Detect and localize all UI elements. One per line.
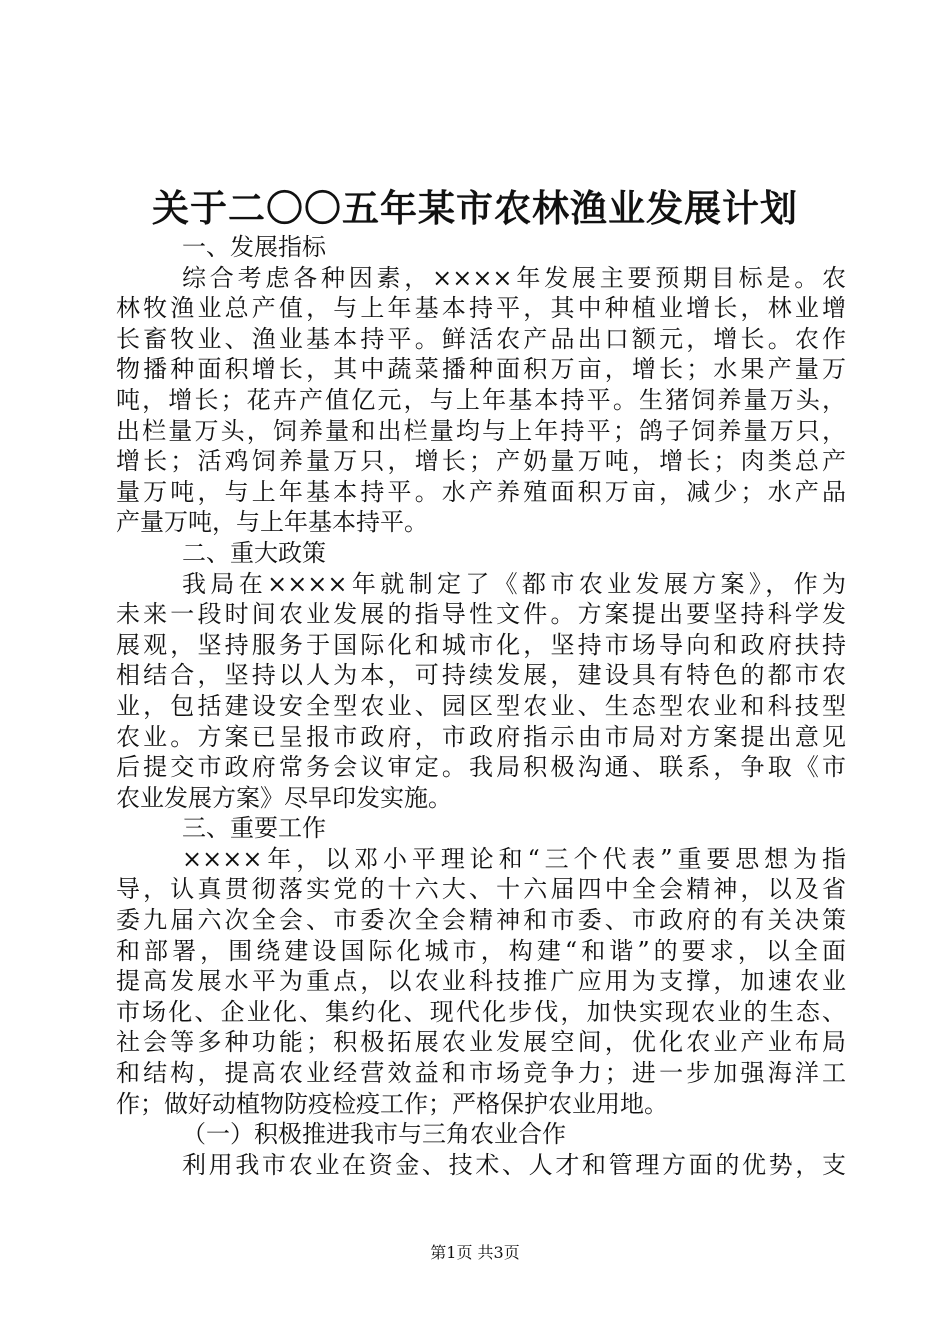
text-line: 委九届六次全会、市委次全会精神和市委、市政府的有关决策 [116,906,846,935]
text-line: 后提交市政府常务会议审定。我局积极沟通、联系，争取《市 [116,753,846,782]
text-line: 农业。方案已呈报市政府，市政府指示由市局对方案提出意见 [116,722,846,751]
text-line: 和结构，提高农业经营效益和市场竞争力；进一步加强海洋工 [116,1059,846,1088]
text-line: 相结合，坚持以人为本，可持续发展，建设具有特色的都市农 [116,661,846,690]
page-number-footer: 第1页 共3页 [430,1243,520,1262]
text-line: 量万吨，与上年基本持平。水产养殖面积万亩，减少；水产品 [116,477,846,506]
text-line: 吨，增长；花卉产值亿元，与上年基本持平。生猪饲养量万头， [116,385,846,414]
text-line: （一）积极推进我市与三角农业合作 [182,1120,566,1149]
text-line: ××××年，以邓小平理论和“三个代表”重要思想为指 [182,844,846,873]
text-line: 三、重要工作 [182,814,326,843]
text-line: 出栏量万头，饲养量和出栏量均与上年持平；鸽子饲养量万只， [116,416,846,445]
text-line: 产量万吨，与上年基本持平。 [116,508,428,537]
text-line: 二、重大政策 [182,538,326,567]
text-line: 和部署，围绕建设国际化城市，构建“和谐”的要求，以全面 [116,936,846,965]
text-line: 增长；活鸡饲养量万只，增长；产奶量万吨，增长；肉类总产 [116,447,846,476]
text-line: 作；做好动植物防疫检疫工作；严格保护农业用地。 [116,1089,668,1118]
text-line: 利用我市农业在资金、技术、人才和管理方面的优势，支 [182,1150,846,1179]
text-line: 社会等多种功能；积极拓展农业发展空间，优化农业产业布局 [116,1028,846,1057]
text-line: 长畜牧业、渔业基本持平。鲜活农产品出口额元，增长。农作 [116,324,846,353]
document-title: 关于二〇〇五年某市农林渔业发展计划 [152,186,798,230]
text-line: 展观，坚持服务于国际化和城市化，坚持市场导向和政府扶持 [116,630,846,659]
text-line: 物播种面积增长，其中蔬菜播种面积万亩，增长；水果产量万 [116,355,846,384]
text-line: 未来一段时间农业发展的指导性文件。方案提出要坚持科学发 [116,600,846,629]
text-line: 林牧渔业总产值，与上年基本持平，其中种植业增长，林业增 [116,294,846,323]
text-line: 市场化、企业化、集约化、现代化步伐，加快实现农业的生态、 [116,997,846,1026]
text-line: 导，认真贯彻落实党的十六大、十六届四中全会精神，以及省 [116,875,846,904]
text-line: 我局在××××年就制定了《都市农业发展方案》，作为 [182,569,846,598]
text-line: 提高发展水平为重点，以农业科技推广应用为支撑，加速农业 [116,967,846,996]
text-line: 综合考虑各种因素，××××年发展主要预期目标是。农 [182,263,846,292]
text-line: 农业发展方案》尽早印发实施。 [116,783,452,812]
document-body [116,232,846,1180]
text-line: 业，包括建设安全型农业、园区型农业、生态型农业和科技型 [116,691,846,720]
text-line: 一、发展指标 [182,233,326,261]
